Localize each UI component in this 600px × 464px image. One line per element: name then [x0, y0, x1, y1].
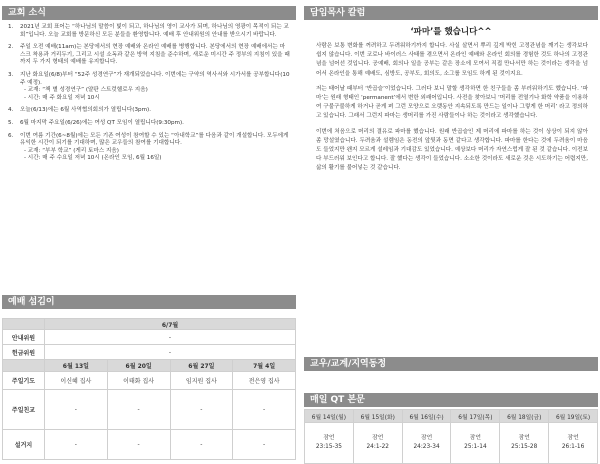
church-news-header: 교회 소식 — [2, 6, 296, 20]
qt-passage — [500, 423, 549, 464]
duty-cell: 이태화 집사 — [107, 372, 170, 390]
duty-date-blank — [3, 360, 45, 372]
qt-book: 잠언 — [567, 435, 579, 441]
duty-cell: - — [233, 430, 296, 460]
news-item-body: 오늘(6/13)에는 6월 사역협의회의가 열립니다(3pm). — [20, 107, 151, 114]
duty-cell: - — [45, 390, 108, 430]
qt-passage — [451, 423, 500, 464]
column-body — [316, 42, 588, 180]
news-item — [8, 107, 290, 115]
duty-blank — [3, 319, 45, 330]
news-item-detail: - 교재: “부부 학교” (게리 토마스 지음) — [24, 147, 119, 154]
news-item-body: 2021년 교회 표어는 “하나님의 말씀이 빛이 되고, 하나님의 영이 교사가 되며, 하나님의 영광이 목적이 되는 교회”입니다. 오늘 교회를 방문하신 모든 분들을 환영합니다. 예배 후 안내위원의 안내를 받으시기 바랍니다. — [20, 24, 289, 38]
news-item-number: 2. — [8, 44, 14, 51]
qt-ref: 23:15-35 — [315, 444, 342, 450]
news-item — [8, 44, 290, 67]
duty-cell: - — [107, 430, 170, 460]
news-item-detail: - 교재: “책 별 성경연구” (얄판 스트럿헬로우 지음) — [24, 87, 148, 94]
qt-book: 잠언 — [372, 435, 384, 441]
qt-table — [304, 409, 598, 464]
duty-table — [2, 318, 296, 460]
news-item — [8, 120, 290, 128]
qt-ref: 24:1-22 — [366, 444, 389, 450]
duty-date: 6월 20일 — [107, 360, 170, 372]
news-item-body: 주일 오전 예배(11am)는 본당에서의 현장 예배와 온라인 예배를 병행합니다. 본당에서의 현장 예배에서는 마스크 착용과 거리두기, 그리고 시설 소독과 같은 방역 지침을 준수하며, 새로운 미시간 주 정부의 지침이 있을 때까지 두 가지 형태의 예배를 유지합니다. — [20, 44, 290, 66]
qt-book: 잠언 — [469, 435, 481, 441]
offering-value: - — [45, 345, 296, 360]
news-item-detail: - 시간: 매 주 수요일 저녁 10시 (온라인 모임, 6월 16일) — [24, 155, 162, 162]
duty-cell: - — [170, 390, 233, 430]
duty-cell: - — [233, 390, 296, 430]
news-item-number: 5. — [8, 119, 14, 126]
column-paragraph: 사람은 보통 변화를 꺼려하고 두려워하기까지 합니다. 사실 살면서 뿌리 깊게 박힌 고정관념을 깨기는 생각보다 쉽지 않습니다. 이번 코로나 바이러스 사태를 겪으면서 온라인 예배와 온라인 회의를 경험한 것도 하나의 고정관념을 넘어선 것입니다. 공예배, 회의나 일을 공부는 같은 장소에 모여서 직접 만나서만 하는 것이라는 생각을 넘어서 온라인을 통해 예배도, 심방도, 공부도, 회의도, 소그룹 모임도 하게 된 것이지요. — [316, 43, 588, 77]
church-news-list — [8, 24, 290, 168]
duty-date: 6월 27일 — [170, 360, 233, 372]
ushers-label: 안내위원 — [3, 330, 45, 345]
qt-ref: 25:15-28 — [511, 444, 538, 450]
qt-passage — [402, 423, 451, 464]
news-item-number: 3. — [8, 71, 14, 78]
news-item-text — [20, 44, 290, 67]
news-item-text — [20, 133, 290, 163]
duty-month: 6/7월 — [45, 319, 296, 330]
qt-passage — [305, 423, 354, 464]
qt-passage — [353, 423, 402, 464]
groups-header: 교우/교계/지역동정 — [304, 357, 598, 371]
qt-book: 잠언 — [323, 435, 335, 441]
news-item-number: 1. — [8, 24, 14, 30]
duty-date: 7월 4일 — [233, 360, 296, 372]
duty-cell: - — [170, 430, 233, 460]
duty-cell: - — [45, 430, 108, 460]
pastor-column-header: 담임목사 칼럼 — [304, 6, 598, 20]
duty-cell: 전은영 집사 — [233, 372, 296, 390]
qt-date: 6월 18일(금) — [500, 410, 549, 423]
news-item-body: 6월 마지막 주요일(6/26)에는 여성 QT 모임이 열립니다(9:30pm). — [20, 119, 184, 126]
qt-header: 매일 QT 본문 — [304, 393, 598, 407]
qt-date: 6월 14일(월) — [305, 410, 354, 423]
duty-row-label: 주일기도 — [3, 372, 45, 390]
news-item-body: 이번 여름 기간(6~8월)에는 모든 기존 여성이 참여할 수 있는 “아내학교”를 다음과 같이 개설합니다. 모두에게 유익한 시간이 되기를 기대하며, 많은 교우들의 참여를 기대합니다. — [20, 132, 289, 147]
qt-ref: 24:23-34 — [413, 444, 440, 450]
duty-cell: 임지원 집사 — [170, 372, 233, 390]
duty-date: 6월 13일 — [45, 360, 108, 372]
qt-passage — [549, 423, 598, 464]
qt-date: 6월 17일(목) — [451, 410, 500, 423]
news-item-text — [20, 120, 290, 128]
duty-row-label: 설거지 — [3, 430, 45, 460]
qt-date: 6월 16일(수) — [402, 410, 451, 423]
qt-book: 잠언 — [420, 435, 433, 441]
qt-ref: 25:1-14 — [464, 444, 487, 450]
column-title: ‘파마’를 했습니다^^ — [410, 27, 492, 37]
duty-row-label: 주일친교 — [3, 390, 45, 430]
news-item — [8, 24, 290, 39]
news-item-body: 지난 화요일(6/8)부터 “52주 성경연구”가 재개되었습니다. 이번에는 구약의 역사서와 시가서를 공부합니다(10주 예정). — [20, 71, 290, 86]
duty-header: 예배 섬김이 — [2, 295, 296, 309]
news-item-detail: - 시간: 매 주 화요일 저녁 10시 — [24, 94, 100, 101]
news-item-text — [20, 72, 290, 102]
news-item-number: 6. — [8, 132, 14, 139]
news-item-text — [20, 24, 290, 39]
ushers-value: - — [45, 330, 296, 345]
news-item — [8, 72, 290, 102]
qt-date: 6월 19일(토) — [549, 410, 598, 423]
qt-date: 6월 15일(화) — [353, 410, 402, 423]
column-paragraph: 이번에 처음으로 머리의 결유로 파마를 했습니다. 원래 반곱슬인 제 머리에 파마를 하는 것이 상상이 되지 않아 좀 망설였습니다. 두려움과 설렘임은 동전의 앞뒷과 동면 같다고 생각합니다. 파마를 한다는 것에 두려움이 마음도 들었지만 왠지 모르게 설레임과 기대감도 있었습니다. 예상보다 머리가 자연스럽게 잘 된 것 같습니다. 이전보다 부드러워 보인다고 합니다. 잘 했다는 생각이 들었습니다. 소소한 것이라도 새로운 것은 시도하기는 어렵지만, 삶의 활기를 불어넣는 것 같습니다. — [316, 128, 588, 172]
qt-book: 잠언 — [518, 435, 530, 441]
news-item-number: 4. — [8, 107, 14, 114]
news-item-text — [20, 107, 290, 115]
offering-label: 헌금위원 — [3, 345, 45, 360]
qt-ref: 26:1-16 — [561, 444, 585, 450]
duty-cell: - — [107, 390, 170, 430]
duty-cell: 이신혜 집사 — [45, 372, 108, 390]
news-item — [8, 133, 290, 163]
column-paragraph: 저는 태어날 때부터 ‘반곱슬’이었습니다. 그러다 보니 말할 생각하면 한 친구들을 좀 부러워하기도 했습니다. ‘파마’는 원래 형태인 ‘permanent’에서 변한 외래어입니다. 사전을 찾아보니 ‘머리를 전열기나 화학 약품을 이용하여 구불구불하게 하거나 곧게 펴 그런 모양으로 오랫동안 지속되도록 만드는 일이나 그렇게 한 머리’ 라고 정의하고 있습니다. 그래서 그런지 파마는 생머리를 가진 사람들이나 하는 것이라고 생각했습니다. — [316, 85, 588, 120]
